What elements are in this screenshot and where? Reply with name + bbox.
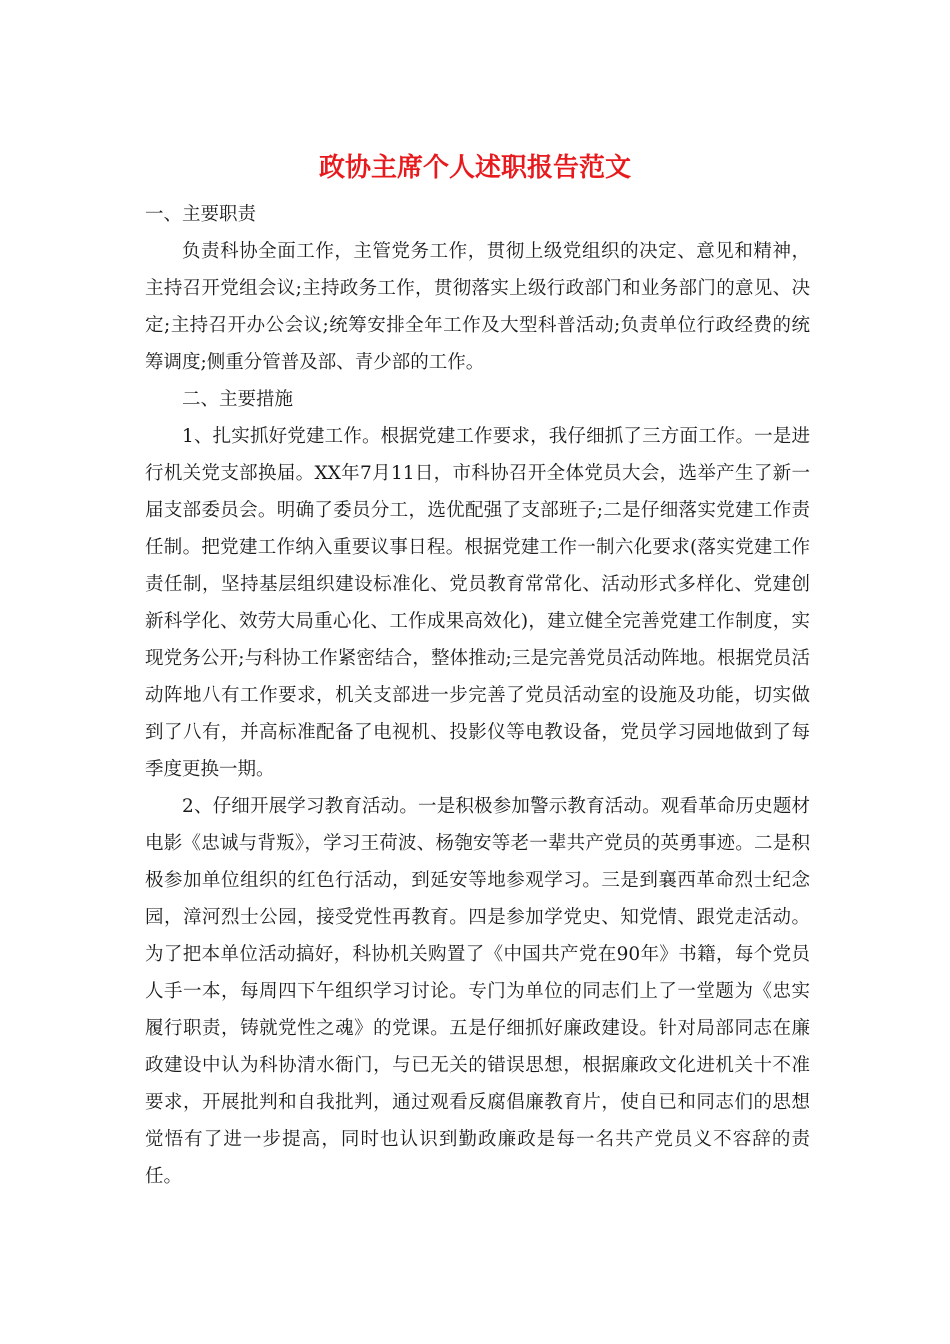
- document-title: 政协主席个人述职报告范文: [318, 153, 631, 183]
- paragraph-study-education: 2、仔细开展学习教育活动。一是积极参加警示教育活动。观看革命历史题材电影《忠诚与背叛》，学习王荷波、杨匏安等老一辈共产党员的英勇事迹。二是积极参加单位组织的红色行活动，到延安等地参观学习。三是到襄西革命烈士纪念园，漳河烈士公园，接受党性再教育。四是参加学党史、知党情、跟党走活动。为了把本单位活动搞好，科协机关购置了《中国共产党在90年》书籍，每个党员人手一本，每周四下午组织学习讨论。专门为单位的同志们上了一堂题为《忠实履行职责，铸就党性之魂》的党课。五是仔细抓好廉政建设。针对局部同志在廉政建设中认为科协清水衙门，与已无关的错误思想，根据廉政文化进机关十不准要求，开展批判和自我批判，通过观看反腐倡廉教育片，使自已和同志们的思想觉悟有了进一步提高，同时也认识到勤政廉政是每一名共产党员义不容辞的责任。: [145, 796, 810, 1187]
- paragraph-party-building: 1、扎实抓好党建工作。根据党建工作要求，我仔细抓了三方面工作。一是进行机关党支部换届。XX年7月11日，市科协召开全体党员大会，选举产生了新一届支部委员会。明确了委员分工，选优配强了支部班子;二是仔细落实党建工作责任制。把党建工作纳入重要议事日程。根据党建工作一制六化要求(落实党建工作责任制，坚持基层组织建设标准化、党员教育常常化、活动形式多样化、党建创新科学化、效劳大局重心化、工作成果高效化)，建立健全完善党建工作制度，实现党务公开;与科协工作紧密结合，整体推动;三是完善党员活动阵地。根据党员活动阵地八有工作要求，机关支部进一步完善了党员活动室的设施及功能，切实做到了八有，并高标准配备了电视机、投影仪等电教设备，党员学习园地做到了每季度更换一期。: [145, 426, 810, 780]
- section-heading-duties: 一、主要职责: [145, 204, 257, 225]
- document-body: [145, 196, 810, 1195]
- paragraph-duties: 负责科协全面工作，主管党务工作，贯彻上级党组织的决定、意见和精神，主持召开党组会议;主持政务工作，贯彻落实上级行政部门和业务部门的意见、决定;主持召开办公会议;统筹安排全年工作及大型科普活动;负责单位行政经费的统筹调度;侧重分管普及部、青少部的工作。: [145, 241, 810, 373]
- section-heading-measures: 二、主要措施: [182, 389, 294, 410]
